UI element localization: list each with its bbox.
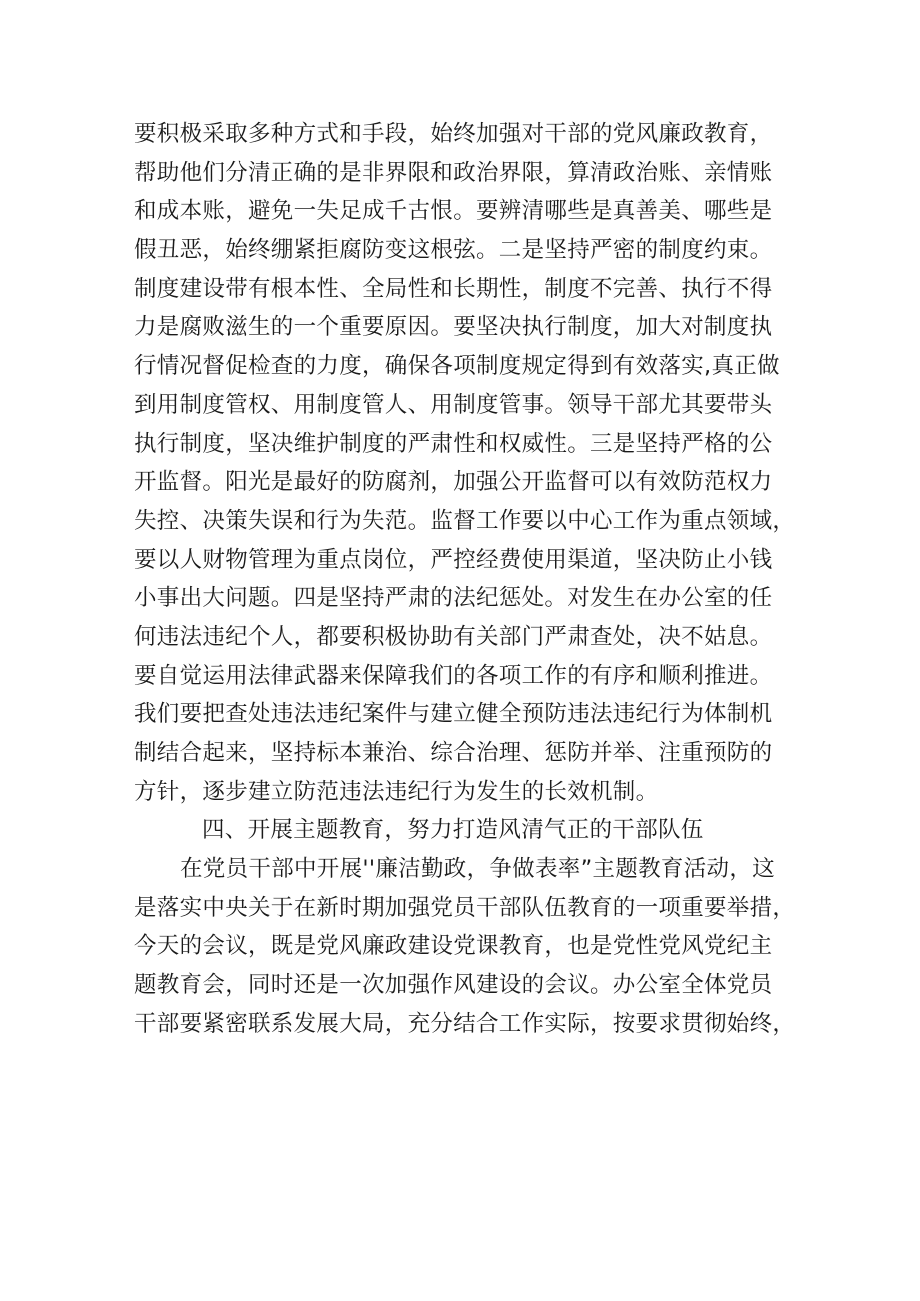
paragraph-line: 在党员干部中开展''廉洁勤政，争做表率”主题教育活动，这 bbox=[180, 856, 775, 883]
paragraph-line: 要自觉运用法律武器来保障我们的各项工作的有序和顺利推进。 bbox=[134, 662, 773, 689]
paragraph-line: 假丑恶，始终绷紧拒腐防变这根弦。二是坚持严密的制度约束。 bbox=[134, 237, 773, 264]
paragraph-line: 到用制度管权、用制度管人、用制度管事。领导干部尤其要带头 bbox=[134, 391, 773, 418]
paragraph-line: 开监督。阳光是最好的防腐剂，加强公开监督可以有效防范权力 bbox=[134, 469, 773, 496]
section-heading: 四、开展主题教育，努力打造风清气正的干部队伍 bbox=[202, 817, 704, 844]
paragraph-line: 干部要紧密联系发展大局，充分结合工作实际，按要求贯彻始终， bbox=[134, 1010, 796, 1037]
document-body bbox=[134, 115, 794, 1044]
paragraph-line: 帮助他们分清正确的是非界限和政治界限，算清政治账、亲情账 bbox=[134, 159, 773, 186]
paragraph-line: 题教育会，同时还是一次加强作风建设的会议。办公室全体党员 bbox=[134, 972, 773, 999]
continuation-paragraph bbox=[134, 115, 794, 811]
paragraph-line: 行情况督促检查的力度，确保各项制度规定得到有效落实,真正做 bbox=[134, 353, 780, 380]
section-paragraph bbox=[134, 850, 794, 1043]
paragraph-line: 和成本账，避免一失足成千古恨。要辨清哪些是真善美、哪些是 bbox=[134, 198, 773, 225]
paragraph-line: 制度建设带有根本性、全局性和长期性，制度不完善、执行不得 bbox=[134, 275, 773, 302]
paragraph-line: 制结合起来，坚持标本兼治、综合治理、惩防并举、注重预防的 bbox=[134, 740, 773, 766]
paragraph-line: 执行制度，坚决维护制度的严肃性和权威性。三是坚持严格的公 bbox=[134, 430, 773, 457]
paragraph-line: 是落实中央关于在新时期加强党员干部队伍教育的一项重要举措， bbox=[134, 894, 796, 921]
paragraph-line: 今天的会议，既是党风廉政建设党课教育，也是党性党风党纪主 bbox=[134, 933, 773, 960]
paragraph-line: 要以人财物管理为重点岗位，严控经费使用渠道，坚决防止小钱 bbox=[134, 546, 773, 573]
paragraph-line: 方针，逐步建立防范违法违纪行为发生的长效机制。 bbox=[134, 778, 659, 805]
paragraph-line: 小事出大问题。四是坚持严肃的法纪惩处。对发生在办公室的任 bbox=[134, 585, 773, 612]
paragraph-line: 力是腐败滋生的一个重要原因。要坚决执行制度，加大对制度执 bbox=[134, 314, 773, 341]
paragraph-line: 何违法违纪个人，都要积极协助有关部门严肃查处，决不姑息。 bbox=[134, 623, 773, 650]
paragraph-line: 我们要把查处违法违纪案件与建立健全预防违法违纪行为体制机 bbox=[134, 701, 773, 728]
paragraph-line: 失控、决策失误和行为失范。监督工作要以中心工作为重点领域， bbox=[134, 507, 796, 534]
paragraph-line: 要积极采取多种方式和手段，始终加强对干部的党风廉政教育， bbox=[134, 121, 773, 147]
